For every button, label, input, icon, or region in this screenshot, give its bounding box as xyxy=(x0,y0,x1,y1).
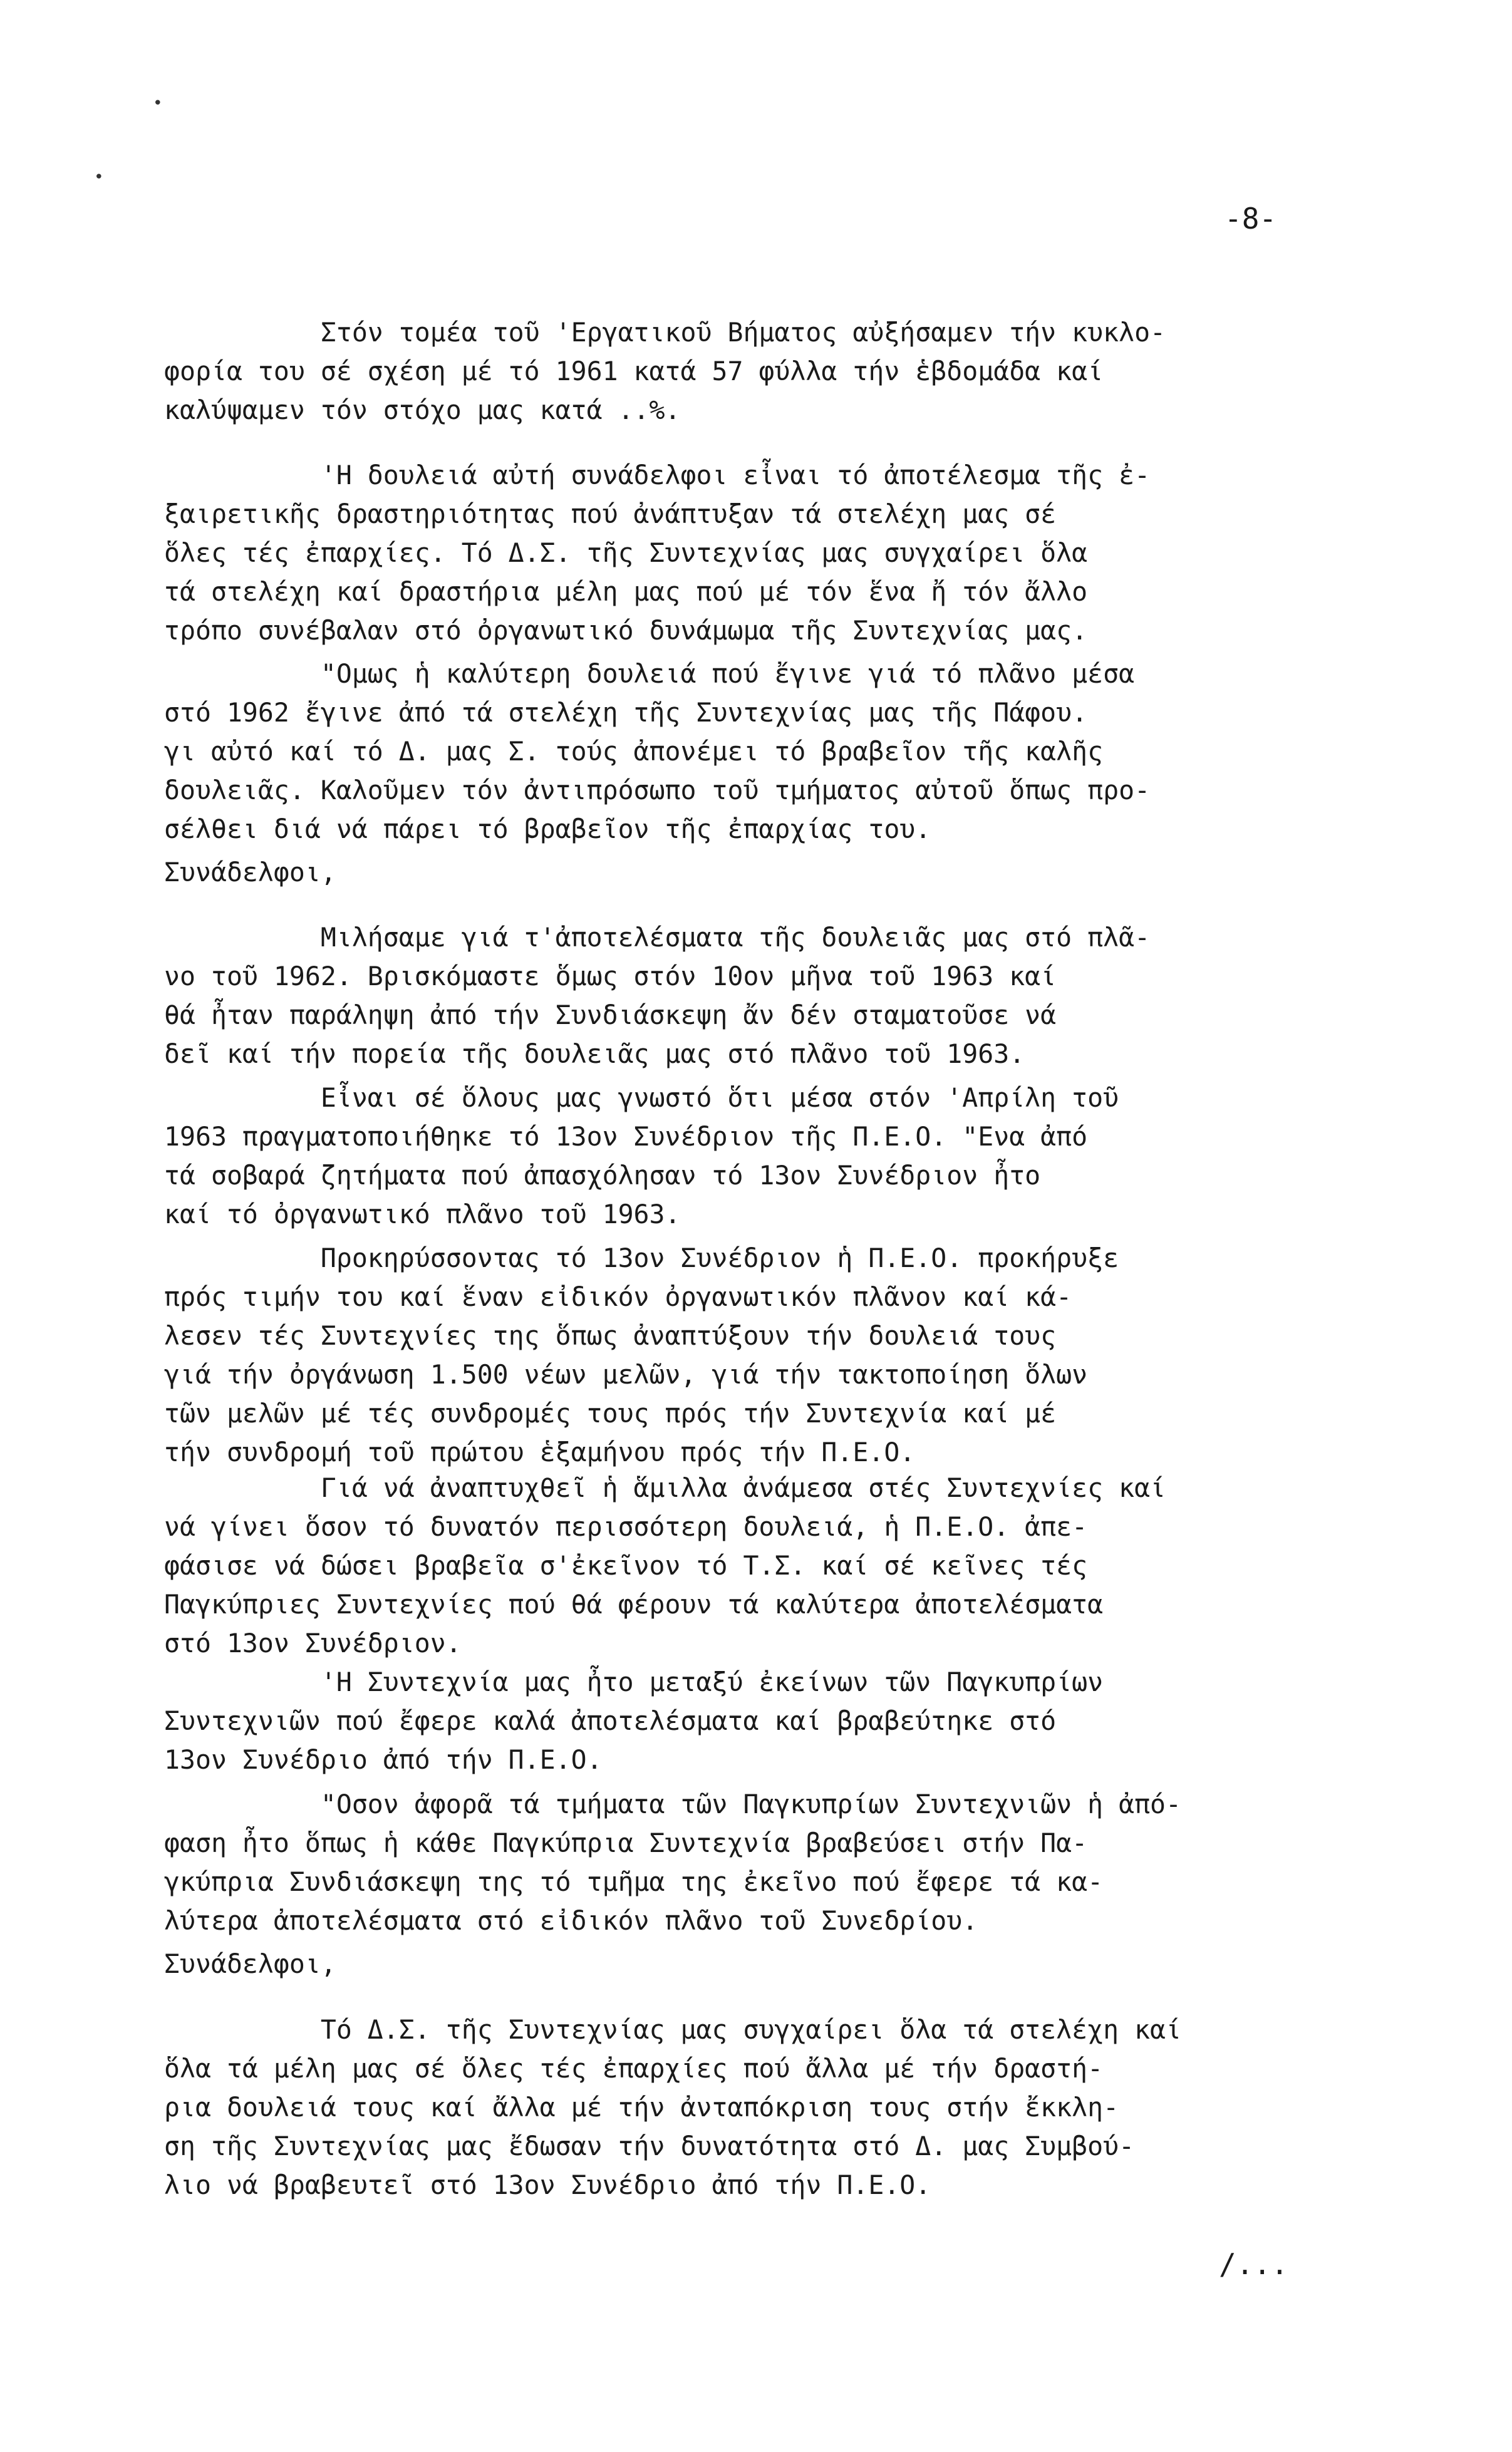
text-line: Συντεχνιῶν πού ἔφερε καλά ἀποτελέσματα καί βραβεύτηκε στό xyxy=(164,1705,1057,1736)
paragraph xyxy=(164,2010,1367,2205)
paragraph xyxy=(164,1785,1367,1940)
text-line: φαση ἦτο ὅπως ἡ κάθε Παγκύπρια Συντεχνία βραβεύσει στήν Πα- xyxy=(164,1828,1088,1858)
paragraph xyxy=(164,313,1367,430)
text-line: δουλειᾶς. Καλοῦμεν τόν ἀντιπρόσωπο τοῦ τμήματος αὐτοῦ ὅπως προ- xyxy=(164,775,1151,805)
text-line: ρια δουλειά τους καί ἄλλα μέ τήν ἀνταπόκριση τους στήν ἔκκλη- xyxy=(164,2092,1119,2123)
text-line: γιά τήν ὀργάνωση 1.500 νέων μελῶν, γιά τήν τακτοποίηση ὅλων xyxy=(164,1359,1088,1390)
continuation-mark: /... xyxy=(1219,2247,1288,2281)
paragraph xyxy=(164,1239,1367,1472)
text-line: τά στελέχη καί δραστήρια μέλη μας πού μέ τόν ἕνα ἤ τόν ἄλλο xyxy=(164,576,1088,607)
salutation: Συνάδελφοι, xyxy=(164,857,336,887)
text-line: πρός τιμήν του καί ἕναν εἰδικόν ὀργανωτικόν πλᾶνον καί κά- xyxy=(164,1281,1072,1312)
text-line: φάσισε νά δώσει βραβεῖα σ'ἐκεῖνον τό Τ.Σ. καί σέ κεῖνες τές xyxy=(164,1550,1088,1581)
text-line: καί τό ὀργανωτικό πλᾶνο τοῦ 1963. xyxy=(164,1199,681,1229)
text-line: λεσεν τές Συντεχνίες της ὅπως ἀναπτύξουν τήν δουλειά τους xyxy=(164,1320,1057,1351)
text-line: λιο νά βραβευτεῖ στό 13ον Συνέδριο ἀπό τήν Π.Ε.Ο. xyxy=(164,2170,931,2200)
paragraph xyxy=(164,1469,1367,1663)
text-line: "Οσον ἀφορᾶ τά τμήματα τῶν Παγκυπρίων Συντεχνιῶν ἡ ἀπό- xyxy=(164,1789,1182,1819)
text-line: ση τῆς Συντεχνίας μας ἔδωσαν τήν δυνατότητα στό Δ. μας Συμβού- xyxy=(164,2131,1135,2161)
text-line: τά σοβαρά ζητήματα πού ἀπασχόλησαν τό 13ον Συνέδριον ἦτο xyxy=(164,1160,1041,1191)
salutation: Συνάδελφοι, xyxy=(164,1948,336,1979)
text-line: Στόν τομέα τοῦ 'Εργατικοῦ Βήματος αὐξήσαμεν τήν κυκλο- xyxy=(164,317,1166,348)
text-line: γι αὐτό καί τό Δ. μας Σ. τούς ἀπονέμει τό βραβεῖον τῆς καλῆς xyxy=(164,736,1104,767)
page-number: -8- xyxy=(1225,202,1277,235)
text-line: στό 1962 ἔγινε ἀπό τά στελέχη τῆς Συντεχνίας μας τῆς Πάφου. xyxy=(164,697,1088,728)
text-line: θά ἦταν παράληψη ἀπό τήν Συνδιάσκεψη ἄν δέν σταματοῦσε νά xyxy=(164,1000,1057,1030)
paragraph xyxy=(164,654,1367,849)
text-line: νο τοῦ 1962. Βρισκόμαστε ὅμως στόν 10ον μῆνα τοῦ 1963 καί xyxy=(164,961,1057,991)
text-line: τήν συνδρομή τοῦ πρώτου ἑξαμήνου πρός τήν Π.Ε.Ο. xyxy=(164,1437,916,1467)
text-line: νά γίνει ὅσον τό δυνατόν περισσότερη δουλειά, ἡ Π.Ε.Ο. ἀπε- xyxy=(164,1511,1088,1542)
text-line: 13ον Συνέδριο ἀπό τήν Π.Ε.Ο. xyxy=(164,1744,603,1775)
paragraph xyxy=(164,853,1367,892)
text-line: φορία του σέ σχέση μέ τό 1961 κατά 57 φύλλα τήν ἑβδομάδα καί xyxy=(164,356,1104,386)
text-line: Προκηρύσσοντας τό 13ον Συνέδριον ἡ Π.Ε.Ο. προκήρυξε xyxy=(164,1243,1119,1273)
paragraph xyxy=(164,456,1367,650)
text-line: σέλθει διά νά πάρει τό βραβεῖον τῆς ἐπαρχίας του. xyxy=(164,814,931,844)
text-line: 'Η δουλειά αὐτή συνάδελφοι εἶναι τό ἀποτέλεσμα τῆς ἐ- xyxy=(164,460,1151,490)
text-line: τρόπο συνέβαλαν στό ὀργανωτικό δυνάμωμα τῆς Συντεχνίας μας. xyxy=(164,615,1088,646)
paragraph xyxy=(164,1663,1367,1779)
text-line: 'Η Συντεχνία μας ἦτο μεταξύ ἐκείνων τῶν Παγκυπρίων xyxy=(164,1667,1104,1697)
text-line: στό 13ον Συνέδριον. xyxy=(164,1628,462,1658)
paragraph xyxy=(164,918,1367,1073)
text-line: Μιλήσαμε γιά τ'ἀποτελέσματα τῆς δουλειᾶς μας στό πλᾶ- xyxy=(164,922,1151,953)
text-line: ξαιρετικῆς δραστηριότητας πού ἀνάπτυξαν τά στελέχη μας σέ xyxy=(164,499,1057,529)
text-line: τῶν μελῶν μέ τές συνδρομές τους πρός τήν Συντεχνία καί μέ xyxy=(164,1398,1057,1429)
text-line: 1963 πραγματοποιήθηκε τό 13ον Συνέδριον τῆς Π.Ε.Ο. "Ενα ἀπό xyxy=(164,1121,1088,1152)
text-line: Γιά νά ἀναπτυχθεῖ ἡ ἅμιλλα ἀνάμεσα στές Συντεχνίες καί xyxy=(164,1472,1166,1503)
text-line: Εἶναι σέ ὅλους μας γνωστό ὅτι μέσα στόν 'Απρίλη τοῦ xyxy=(164,1082,1119,1113)
scan-speck: • xyxy=(153,94,163,113)
scan-speck: • xyxy=(94,168,104,187)
text-line: Τό Δ.Σ. τῆς Συντεχνίας μας συγχαίρει ὅλα τά στελέχη καί xyxy=(164,2014,1182,2045)
text-line: καλύψαμεν τόν στόχο μας κατά ..%. xyxy=(164,395,681,425)
text-line: λύτερα ἀποτελέσματα στό εἰδικόν πλᾶνο τοῦ Συνεδρίου. xyxy=(164,1905,978,1936)
text-line: δεῖ καί τήν πορεία τῆς δουλειᾶς μας στό πλᾶνο τοῦ 1963. xyxy=(164,1038,1025,1069)
text-line: γκύπρια Συνδιάσκεψη της τό τμῆμα της ἐκεῖνο πού ἔφερε τά κα- xyxy=(164,1866,1104,1897)
paragraph xyxy=(164,1945,1367,1984)
text-line: ὅλες τές ἐπαρχίες. Τό Δ.Σ. τῆς Συντεχνίας μας συγχαίρει ὅλα xyxy=(164,537,1088,568)
text-line: Παγκύπριες Συντεχνίες πού θά φέρουν τά καλύτερα ἀποτελέσματα xyxy=(164,1589,1104,1620)
text-line: ὅλα τά μέλη μας σέ ὅλες τές ἐπαρχίες πού ἄλλα μέ τήν δραστή- xyxy=(164,2053,1104,2084)
paragraph xyxy=(164,1079,1367,1234)
text-line: "Ομως ἡ καλύτερη δουλειά πού ἔγινε γιά τό πλᾶνο μέσα xyxy=(164,658,1135,689)
